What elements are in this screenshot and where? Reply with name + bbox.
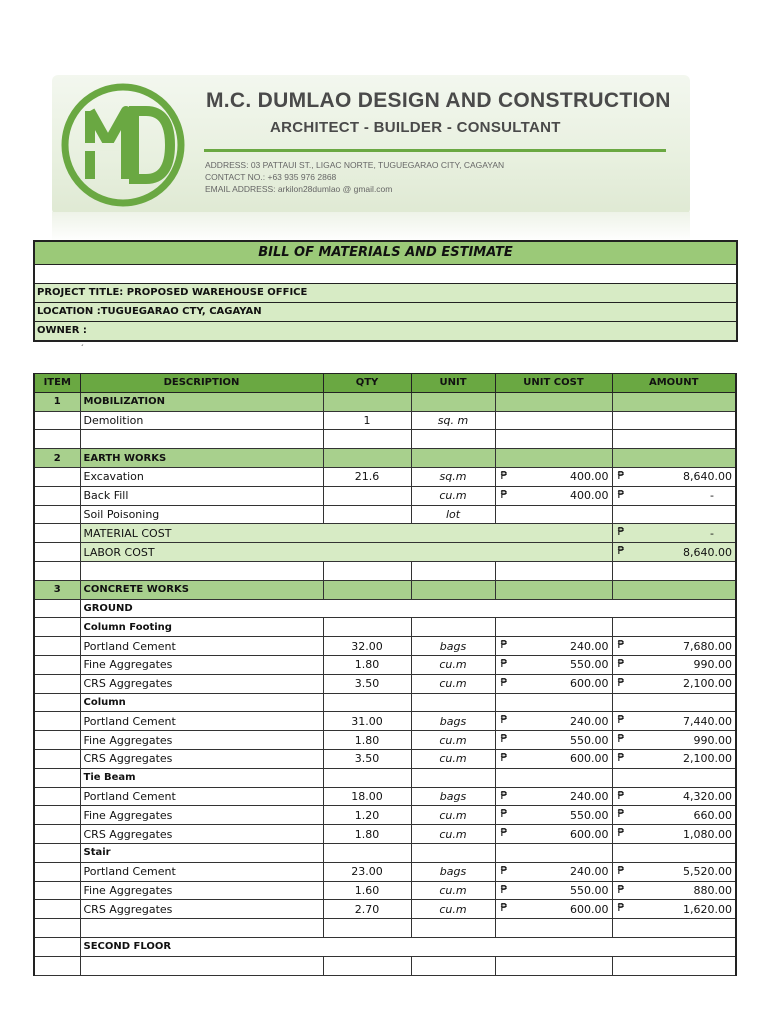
row-amount: ₱ 8,640.00 bbox=[612, 467, 736, 486]
row-qty: 1.60 bbox=[323, 881, 411, 900]
row-qty: 21.6 bbox=[323, 467, 411, 486]
table-row bbox=[34, 862, 736, 881]
peso-sign: ₱ bbox=[617, 525, 625, 539]
peso-sign: ₱ bbox=[500, 901, 508, 915]
row-description: Fine Aggregates bbox=[80, 731, 323, 750]
col-header-unit: UNIT bbox=[411, 374, 495, 393]
row-description: Fine Aggregates bbox=[80, 806, 323, 825]
row-description: CRS Aggregates bbox=[80, 749, 323, 768]
table-row bbox=[34, 486, 736, 505]
row-unit-cost: ₱ 550.00 bbox=[495, 881, 612, 900]
peso-sign: ₱ bbox=[617, 788, 625, 802]
row-unit-cost: ₱ 400.00 bbox=[495, 486, 612, 505]
row-qty: 3.50 bbox=[323, 749, 411, 768]
letterhead-reflection bbox=[52, 212, 690, 242]
subsection-row bbox=[34, 599, 736, 618]
row-qty: 23.00 bbox=[323, 862, 411, 881]
group-title: Stair bbox=[80, 843, 323, 862]
table-row bbox=[34, 505, 736, 524]
row-amount: ₱ 4,320.00 bbox=[612, 787, 736, 806]
row-description: Demolition bbox=[80, 411, 323, 430]
col-header-unit-cost: UNIT COST bbox=[495, 374, 612, 393]
row-unit-cost: ₱ 240.00 bbox=[495, 712, 612, 731]
peso-sign: ₱ bbox=[617, 750, 625, 764]
company-email: EMAIL ADDRESS: arkilon28dumlao @ gmail.com bbox=[205, 184, 393, 194]
row-unit: cu.m bbox=[411, 825, 495, 844]
labor-cost-row bbox=[34, 543, 736, 562]
group-row bbox=[34, 618, 736, 637]
material-cost-row bbox=[34, 524, 736, 543]
row-description: Back Fill bbox=[80, 486, 323, 505]
row-unit: lot bbox=[411, 505, 495, 524]
row-amount: ₱ 990.00 bbox=[612, 731, 736, 750]
row-amount: ₱ 8,640.00 bbox=[612, 543, 736, 562]
peso-sign: ₱ bbox=[617, 732, 625, 746]
subsection-title: SECOND FLOOR bbox=[80, 937, 736, 956]
row-qty: 32.00 bbox=[323, 637, 411, 656]
row-amount: ₱ 880.00 bbox=[612, 881, 736, 900]
row-amount: ₱ 2,100.00 bbox=[612, 674, 736, 693]
row-description: CRS Aggregates bbox=[80, 900, 323, 919]
peso-sign: ₱ bbox=[617, 656, 625, 670]
row-amount: ₱ - bbox=[612, 524, 736, 543]
cost-label: MATERIAL COST bbox=[80, 524, 612, 543]
company-contact-block bbox=[205, 159, 504, 195]
row-amount: ₱ 5,520.00 bbox=[612, 862, 736, 881]
row-unit-cost: ₱ 240.00 bbox=[495, 637, 612, 656]
peso-sign: ₱ bbox=[617, 882, 625, 896]
peso-sign: ₱ bbox=[500, 468, 508, 482]
item-number: 3 bbox=[34, 580, 80, 599]
subsection-title: GROUND bbox=[80, 599, 736, 618]
peso-sign: ₱ bbox=[500, 487, 508, 501]
row-unit: cu.m bbox=[411, 655, 495, 674]
row-qty: 1.20 bbox=[323, 806, 411, 825]
peso-sign: ₱ bbox=[500, 826, 508, 840]
row-qty: 1.80 bbox=[323, 731, 411, 750]
row-amount: ₱ 1,620.00 bbox=[612, 900, 736, 919]
peso-sign: ₱ bbox=[617, 675, 625, 689]
item-number: 2 bbox=[34, 449, 80, 468]
table-row bbox=[34, 637, 736, 656]
project-title: PROJECT TITLE: PROPOSED WAREHOUSE OFFICE bbox=[35, 284, 736, 303]
peso-sign: ₱ bbox=[500, 788, 508, 802]
row-amount: ₱ 990.00 bbox=[612, 655, 736, 674]
row-unit: cu.m bbox=[411, 674, 495, 693]
col-header-description: DESCRIPTION bbox=[80, 374, 323, 393]
row-description: Fine Aggregates bbox=[80, 655, 323, 674]
row-qty: 1.80 bbox=[323, 655, 411, 674]
company-name: M.C. DUMLAO DESIGN AND CONSTRUCTION bbox=[206, 89, 671, 112]
company-phone: CONTACT NO.: +63 935 976 2868 bbox=[205, 172, 337, 182]
row-qty: 3.50 bbox=[323, 674, 411, 693]
row-description: Fine Aggregates bbox=[80, 881, 323, 900]
concrete-works-rows bbox=[34, 618, 736, 919]
item-number: 1 bbox=[34, 392, 80, 411]
col-header-qty: QTY bbox=[323, 374, 411, 393]
row-amount: ₱ 2,100.00 bbox=[612, 749, 736, 768]
peso-sign: ₱ bbox=[617, 487, 625, 501]
row-unit: sq.m bbox=[411, 467, 495, 486]
blank-row bbox=[34, 919, 736, 938]
col-header-amount: AMOUNT bbox=[612, 374, 736, 393]
peso-sign: ₱ bbox=[617, 807, 625, 821]
peso-sign: ₱ bbox=[500, 807, 508, 821]
group-title: Column bbox=[80, 693, 323, 712]
blank-row bbox=[34, 430, 736, 449]
blank-row bbox=[34, 561, 736, 580]
peso-sign: ₱ bbox=[500, 713, 508, 727]
row-unit-cost: ₱ 600.00 bbox=[495, 674, 612, 693]
row-unit-cost: ₱ 550.00 bbox=[495, 731, 612, 750]
bill-of-materials-table bbox=[33, 373, 737, 976]
mcd-monogram-logo-icon bbox=[60, 81, 186, 209]
row-amount: ₱ 7,680.00 bbox=[612, 637, 736, 656]
peso-sign: ₱ bbox=[500, 882, 508, 896]
peso-sign: ₱ bbox=[500, 732, 508, 746]
table-row bbox=[34, 467, 736, 486]
table-row bbox=[34, 881, 736, 900]
peso-sign: ₱ bbox=[617, 468, 625, 482]
peso-sign: ₱ bbox=[617, 901, 625, 915]
row-unit-cost: ₱ 600.00 bbox=[495, 825, 612, 844]
peso-sign: ₱ bbox=[617, 544, 625, 558]
project-location: LOCATION :TUGUEGARAO CTY, CAGAYAN bbox=[35, 303, 736, 322]
row-unit-cost: ₱ 400.00 bbox=[495, 467, 612, 486]
row-description: Portland Cement bbox=[80, 712, 323, 731]
group-row bbox=[34, 693, 736, 712]
divider bbox=[204, 149, 666, 152]
row-description: Portland Cement bbox=[80, 862, 323, 881]
row-unit: bags bbox=[411, 787, 495, 806]
row-unit: bags bbox=[411, 862, 495, 881]
cost-label: LABOR COST bbox=[80, 543, 612, 562]
row-qty: 18.00 bbox=[323, 787, 411, 806]
row-amount: ₱ 1,080.00 bbox=[612, 825, 736, 844]
peso-sign: ₱ bbox=[500, 675, 508, 689]
group-title: Tie Beam bbox=[80, 768, 323, 787]
section-row bbox=[34, 449, 736, 468]
group-row bbox=[34, 843, 736, 862]
row-description: Soil Poisoning bbox=[80, 505, 323, 524]
table-row bbox=[34, 749, 736, 768]
row-unit: cu.m bbox=[411, 900, 495, 919]
group-row bbox=[34, 768, 736, 787]
row-amount: ₱ - bbox=[612, 486, 736, 505]
peso-sign: ₱ bbox=[617, 638, 625, 652]
section-title: MOBILIZATION bbox=[80, 392, 323, 411]
peso-sign: ₱ bbox=[500, 750, 508, 764]
row-qty: 1 bbox=[323, 411, 411, 430]
col-header-item: ITEM bbox=[34, 374, 80, 393]
row-qty: 1.80 bbox=[323, 825, 411, 844]
row-unit-cost: ₱ 550.00 bbox=[495, 655, 612, 674]
table-row bbox=[34, 731, 736, 750]
row-unit-cost: ₱ 240.00 bbox=[495, 787, 612, 806]
table-row bbox=[34, 674, 736, 693]
row-unit: cu.m bbox=[411, 486, 495, 505]
table-row bbox=[34, 956, 736, 975]
row-description: Portland Cement bbox=[80, 787, 323, 806]
company-tagline: ARCHITECT - BUILDER - CONSULTANT bbox=[270, 119, 561, 136]
peso-sign: ₱ bbox=[500, 656, 508, 670]
section-row bbox=[34, 392, 736, 411]
company-letterhead bbox=[52, 75, 690, 215]
row-unit: cu.m bbox=[411, 806, 495, 825]
section-title: EARTH WORKS bbox=[80, 449, 323, 468]
peso-sign: ₱ bbox=[500, 863, 508, 877]
row-unit-cost: ₱ 240.00 bbox=[495, 862, 612, 881]
table-row bbox=[34, 900, 736, 919]
subsection-row bbox=[34, 937, 736, 956]
row-unit-cost: ₱ 550.00 bbox=[495, 806, 612, 825]
table-row bbox=[34, 712, 736, 731]
row-description: Excavation bbox=[80, 467, 323, 486]
row-description: CRS Aggregates bbox=[80, 825, 323, 844]
document-header bbox=[33, 240, 738, 342]
row-unit-cost: ₱ 600.00 bbox=[495, 749, 612, 768]
project-owner: OWNER : bbox=[35, 322, 736, 342]
row-unit: sq. m bbox=[411, 411, 495, 430]
row-qty: 2.70 bbox=[323, 900, 411, 919]
table-row bbox=[34, 411, 736, 430]
table-row bbox=[34, 787, 736, 806]
row-qty: 31.00 bbox=[323, 712, 411, 731]
table-header-row bbox=[34, 374, 736, 393]
row-unit: cu.m bbox=[411, 881, 495, 900]
peso-sign: ₱ bbox=[617, 826, 625, 840]
row-description: Portland Cement bbox=[80, 637, 323, 656]
row-amount: ₱ 660.00 bbox=[612, 806, 736, 825]
table-row bbox=[34, 806, 736, 825]
blank-row bbox=[35, 265, 736, 284]
peso-sign: ₱ bbox=[617, 713, 625, 727]
group-title: Column Footing bbox=[80, 618, 323, 637]
table-row bbox=[34, 825, 736, 844]
row-unit: cu.m bbox=[411, 749, 495, 768]
row-amount: ₱ 7,440.00 bbox=[612, 712, 736, 731]
row-unit: cu.m bbox=[411, 731, 495, 750]
row-unit: bags bbox=[411, 637, 495, 656]
peso-sign: ₱ bbox=[617, 863, 625, 877]
row-unit-cost: ₱ 600.00 bbox=[495, 900, 612, 919]
row-unit: bags bbox=[411, 712, 495, 731]
document-title: BILL OF MATERIALS AND ESTIMATE bbox=[35, 242, 736, 265]
stray-mark: ´ bbox=[80, 344, 84, 353]
table-row bbox=[34, 655, 736, 674]
peso-sign: ₱ bbox=[500, 638, 508, 652]
company-address: ADDRESS: 03 PATTAUI ST., LIGAC NORTE, TUGUEGARAO CITY, CAGAYAN bbox=[205, 160, 505, 170]
section-title: CONCRETE WORKS bbox=[80, 580, 323, 599]
section-row bbox=[34, 580, 736, 599]
row-description: CRS Aggregates bbox=[80, 674, 323, 693]
